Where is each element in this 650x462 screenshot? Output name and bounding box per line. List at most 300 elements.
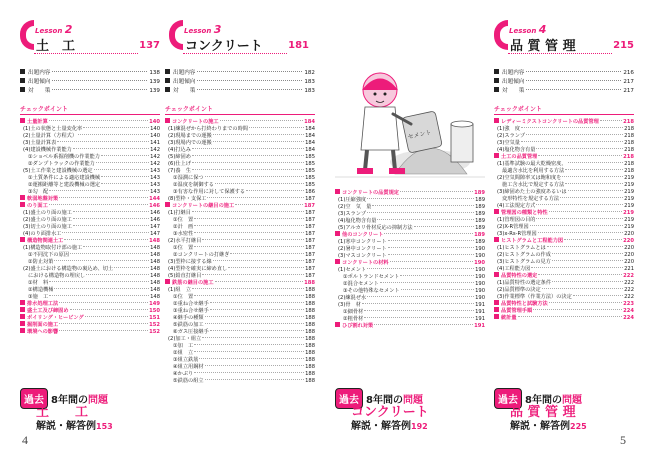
past-exam-box[interactable] xyxy=(494,384,634,434)
toc-item[interactable] xyxy=(165,139,315,146)
toc-page: 187 xyxy=(305,196,315,202)
page-number-right: 5 xyxy=(620,433,626,447)
toc-page: 220 xyxy=(624,245,634,251)
toc-page: 219 xyxy=(624,196,634,202)
toc-text: ④継手の種類 xyxy=(173,315,204,321)
toc-text: ひび割れ対策 xyxy=(342,323,374,329)
toc-item[interactable] xyxy=(494,132,634,139)
toc-page: 187 xyxy=(305,238,315,244)
leader-dots xyxy=(192,288,304,289)
leader-dots xyxy=(388,254,474,255)
toc-item[interactable] xyxy=(494,223,634,230)
toc-item[interactable] xyxy=(165,167,315,174)
toc-item[interactable] xyxy=(165,174,315,181)
toc-page: 188 xyxy=(305,371,315,377)
toc-page: 218 xyxy=(623,119,634,125)
toc-item[interactable] xyxy=(20,181,160,188)
toc-text: (2)空気間隙率又は飽和度を xyxy=(497,175,562,181)
toc-page: 190 xyxy=(475,274,485,280)
mondai: 問題 xyxy=(87,395,108,406)
info-label: 出題傾向 xyxy=(502,79,525,85)
toc-heading[interactable] xyxy=(494,272,634,279)
past-exam-box[interactable] xyxy=(335,384,485,434)
toc-heading[interactable] xyxy=(20,314,160,321)
leader-dots xyxy=(96,162,149,163)
toc-item[interactable] xyxy=(335,238,485,245)
toc-text: (1)構造物取付け部の施工 xyxy=(23,245,83,251)
toc-item[interactable] xyxy=(20,272,160,279)
kaisetsu-label: 解説・解答例 xyxy=(510,421,570,432)
header-rule xyxy=(183,53,287,54)
leader-dots xyxy=(202,337,304,338)
toc-page: 190 xyxy=(475,267,485,273)
leader-dots xyxy=(562,176,623,177)
toc-text: ②構造機械 xyxy=(28,287,54,293)
toc-item[interactable] xyxy=(335,294,485,301)
toc-item[interactable] xyxy=(165,237,315,244)
toc-item[interactable] xyxy=(165,335,315,342)
toc-page: 218 xyxy=(623,154,634,160)
toc-page: 148 xyxy=(150,287,160,293)
toc-item[interactable] xyxy=(494,139,634,146)
toc-item[interactable] xyxy=(165,363,315,370)
leader-dots xyxy=(73,218,149,219)
toc-page: 219 xyxy=(624,175,634,181)
toc-heading[interactable] xyxy=(20,328,160,335)
toc-page: 188 xyxy=(305,357,315,363)
toc-text: ②混合セメント xyxy=(343,281,379,287)
info-row[interactable] xyxy=(165,86,315,95)
square-bullet-icon xyxy=(165,69,170,74)
info-page: 138 xyxy=(149,70,160,76)
lesson-3-continued xyxy=(335,186,485,329)
toc-item[interactable] xyxy=(494,230,634,237)
toc-text: 構造物関連土工 xyxy=(27,238,64,244)
past-page: 153 xyxy=(96,422,113,431)
leader-dots xyxy=(538,274,622,275)
leader-dots xyxy=(64,239,148,240)
toc-page: 187 xyxy=(305,252,315,258)
toc-item[interactable] xyxy=(165,230,315,237)
toc-item[interactable] xyxy=(165,300,315,307)
toc-page: 189 xyxy=(475,204,485,210)
leader-dots xyxy=(374,324,473,325)
toc-text: 品質管理手順 xyxy=(501,308,533,314)
toc-item[interactable] xyxy=(494,167,634,174)
leader-dots xyxy=(210,309,304,310)
toc-text: ①湿潤に保つ xyxy=(173,175,204,181)
toc-item[interactable] xyxy=(335,252,485,259)
leader-dots xyxy=(59,323,148,324)
toc-item[interactable] xyxy=(20,293,160,300)
toc-text: 土量計算 xyxy=(27,119,48,125)
toc-item[interactable] xyxy=(165,223,315,230)
toc-item[interactable] xyxy=(165,321,315,328)
info-label: 対 策 xyxy=(173,88,196,94)
toc-page: 188 xyxy=(305,301,315,307)
info-row[interactable] xyxy=(165,77,315,86)
toc-item[interactable] xyxy=(335,308,485,315)
toc-item[interactable] xyxy=(494,244,634,251)
toc-page: 142 xyxy=(150,154,160,160)
toc-text: 最適含水比を利用する方法 xyxy=(502,168,565,174)
past-exam-box[interactable] xyxy=(20,384,160,434)
toc-item[interactable] xyxy=(20,146,160,153)
leader-dots xyxy=(213,260,304,261)
toc-item[interactable] xyxy=(335,301,485,308)
toc-item[interactable] xyxy=(20,251,160,258)
leader-dots xyxy=(192,155,304,156)
leader-dots xyxy=(380,282,474,283)
toc-item[interactable] xyxy=(335,315,485,322)
toc-item[interactable] xyxy=(494,160,634,167)
past-subject: 土 工 xyxy=(36,405,89,420)
toc-page: 188 xyxy=(305,315,315,321)
toc-page: 151 xyxy=(149,315,160,321)
toc-item[interactable] xyxy=(20,167,160,174)
toc-page: 219 xyxy=(624,182,634,188)
toc-item[interactable] xyxy=(20,265,160,272)
leader-dots xyxy=(49,295,149,296)
toc-page: 150 xyxy=(149,308,160,314)
lesson-word: Lesson xyxy=(35,27,63,35)
toc-item[interactable] xyxy=(335,280,485,287)
leader-dots xyxy=(526,134,623,135)
toc-text: ④組立用鋼材 xyxy=(173,364,204,370)
toc-text: (7)養 生 xyxy=(168,168,191,174)
toc-item[interactable] xyxy=(165,286,315,293)
leader-dots xyxy=(536,204,623,205)
toc-heading[interactable] xyxy=(335,322,485,329)
toc-page: 148 xyxy=(149,238,160,244)
toc-page: 187 xyxy=(305,217,315,223)
toc-item[interactable] xyxy=(494,293,634,300)
toc-item[interactable] xyxy=(165,160,315,167)
toc-item[interactable] xyxy=(494,195,634,202)
toc-item[interactable] xyxy=(165,307,315,314)
lesson-title: コンクリート xyxy=(185,39,263,54)
leader-dots xyxy=(249,127,304,128)
pink-square-bullet-icon xyxy=(494,272,499,277)
toc-heading[interactable] xyxy=(494,314,634,321)
toc-page: 190 xyxy=(475,288,485,294)
toc-item[interactable] xyxy=(335,245,485,252)
toc-heading[interactable] xyxy=(335,231,485,238)
toc-item[interactable] xyxy=(494,202,634,209)
info-row[interactable] xyxy=(494,77,634,86)
toc-item[interactable] xyxy=(494,146,634,153)
toc-text: ②温度を制御する xyxy=(173,182,214,188)
toc-text: (2)暑中コンクリート xyxy=(338,246,387,252)
leader-dots xyxy=(533,309,622,310)
toc-item[interactable] xyxy=(165,258,315,265)
leader-dots xyxy=(192,148,304,149)
toc-text: コンクリートの材料 xyxy=(342,260,389,266)
years: 8 xyxy=(525,395,532,406)
pink-square-bullet-icon xyxy=(494,300,499,305)
toc-text: ③有害な作用に対して保護する xyxy=(173,189,246,195)
toc-text: (2)空 気 量 xyxy=(338,204,372,210)
leader-dots xyxy=(213,134,304,135)
toc-text: (2)スランプ xyxy=(497,133,526,139)
toc-list-2 xyxy=(335,189,485,329)
toc-item[interactable] xyxy=(494,258,634,265)
toc-heading[interactable] xyxy=(20,307,160,314)
info-row[interactable] xyxy=(20,77,160,86)
leader-dots xyxy=(205,176,305,177)
toc-item[interactable] xyxy=(165,342,315,349)
toc-text: (1)練混ぜから打終わりまでの時間 xyxy=(168,126,248,132)
toc-page: 142 xyxy=(150,161,160,167)
toc-heading[interactable] xyxy=(20,195,160,202)
toc-heading[interactable] xyxy=(494,209,634,216)
toc-item[interactable] xyxy=(20,188,160,195)
lesson-page: 215 xyxy=(613,40,634,51)
toc-text: (3)ヒストグラムの見方 xyxy=(497,259,551,265)
info-page: 183 xyxy=(304,88,315,94)
toc-page: 219 xyxy=(624,217,634,223)
toc-text: における構造物の埋戻し xyxy=(28,273,86,279)
pink-square-bullet-icon xyxy=(494,209,499,214)
toc-item[interactable] xyxy=(20,132,160,139)
info-list xyxy=(494,68,634,95)
toc-item[interactable] xyxy=(20,139,160,146)
toc-text: (3)土量計算表 xyxy=(23,140,57,146)
past-subject: 品 質 管 理 xyxy=(510,405,576,420)
toc-item[interactable] xyxy=(335,287,485,294)
toc-item[interactable] xyxy=(165,349,315,356)
toc-text: (3)型枠に接する線 xyxy=(168,259,212,265)
toc-text: (4)工法規定方式 xyxy=(497,203,536,209)
toc-item[interactable] xyxy=(494,216,634,223)
kaisetsu-label: 解説・解答例 xyxy=(36,421,96,432)
toc-text: (1)品質特性の選定条件 xyxy=(497,280,552,286)
toc-page: 188 xyxy=(305,294,315,300)
info-list xyxy=(20,68,160,95)
info-row[interactable] xyxy=(494,86,634,95)
toc-item[interactable] xyxy=(165,251,315,258)
toc-item[interactable] xyxy=(165,132,315,139)
toc-text: (6)仕上げ xyxy=(168,161,191,167)
toc-item[interactable] xyxy=(165,370,315,377)
pink-square-bullet-icon xyxy=(20,328,25,333)
toc-item[interactable] xyxy=(335,203,485,210)
toc-page: 188 xyxy=(305,350,315,356)
pink-square-bullet-icon xyxy=(335,231,340,236)
toc-page: 185 xyxy=(305,175,315,181)
pink-square-bullet-icon xyxy=(494,307,499,312)
toc-heading[interactable] xyxy=(165,202,315,209)
toc-text: (3)切土のり面の施工 xyxy=(23,224,72,230)
toc-text: (4)建設機械作業能力 xyxy=(23,147,72,153)
toc-page: 221 xyxy=(624,266,634,272)
toc-text: (3)空気量 xyxy=(497,140,520,146)
toc-item[interactable] xyxy=(165,153,315,160)
toc-item[interactable] xyxy=(20,216,160,223)
leader-dots xyxy=(194,295,304,296)
toc-item[interactable] xyxy=(165,195,315,202)
toc-page: 148 xyxy=(150,280,160,286)
leader-dots xyxy=(542,288,623,289)
toc-page: 140 xyxy=(150,133,160,139)
toc-page: 144 xyxy=(149,196,160,202)
toc-text: ⑤鉄筋の組立 xyxy=(173,378,204,384)
leader-dots xyxy=(388,240,474,241)
toc-page: 188 xyxy=(305,322,315,328)
toc-item[interactable] xyxy=(165,244,315,251)
toc-item[interactable] xyxy=(20,160,160,167)
leader-dots xyxy=(59,330,148,331)
leader-dots xyxy=(230,253,304,254)
toc-item[interactable] xyxy=(335,196,485,203)
toc-page: 184 xyxy=(305,147,315,153)
leader-dots xyxy=(94,169,149,170)
toc-item[interactable] xyxy=(20,174,160,181)
toc-item[interactable] xyxy=(20,279,160,286)
lesson-number: 3 xyxy=(213,23,222,36)
toc-item[interactable] xyxy=(165,181,315,188)
leader-dots xyxy=(367,212,474,213)
toc-page: 187 xyxy=(305,245,315,251)
leader-dots xyxy=(59,302,148,303)
toc-item[interactable] xyxy=(494,286,634,293)
toc-text: ②重ね合せ継手 xyxy=(173,301,209,307)
toc-item[interactable] xyxy=(20,125,160,132)
info-label: 出題内容 xyxy=(28,70,51,76)
leader-dots xyxy=(73,211,149,212)
toc-page: 185 xyxy=(305,168,315,174)
toc-text: ②粗骨材 xyxy=(343,316,364,322)
toc-item[interactable] xyxy=(165,265,315,272)
toc-page: 148 xyxy=(150,252,160,258)
toc-item[interactable] xyxy=(494,181,634,188)
toc-item[interactable] xyxy=(165,209,315,216)
toc-text: ②コンクリートの打継ぎ xyxy=(173,252,230,258)
toc-item[interactable] xyxy=(494,265,634,272)
toc-item[interactable] xyxy=(494,174,634,181)
toc-item[interactable] xyxy=(335,266,485,273)
toc-item[interactable] xyxy=(20,258,160,265)
toc-text: (2)ヒストグラムの作成 xyxy=(497,252,551,258)
toc-text: コンクリートの品質規定 xyxy=(342,190,399,196)
toc-page: 218 xyxy=(624,126,634,132)
toc-page: 188 xyxy=(305,364,315,370)
toc-item[interactable] xyxy=(494,125,634,132)
info-row[interactable] xyxy=(165,68,315,77)
toc-text: 他のコンクリート xyxy=(342,232,384,238)
info-row[interactable] xyxy=(20,86,160,95)
toc-item[interactable] xyxy=(165,125,315,132)
toc-item[interactable] xyxy=(335,217,485,224)
toc-item[interactable] xyxy=(165,216,315,223)
leader-dots xyxy=(530,225,623,226)
toc-text: (2)X-R管理図 xyxy=(497,224,529,230)
toc-page: 218 xyxy=(624,168,634,174)
toc-text: (1)土の状態と土量変化率 xyxy=(23,126,83,132)
toc-page: 187 xyxy=(304,203,315,209)
leader-dots xyxy=(388,247,474,248)
toc-item[interactable] xyxy=(335,273,485,280)
toc-heading[interactable] xyxy=(20,300,160,307)
toc-item[interactable] xyxy=(165,356,315,363)
toc-heading[interactable] xyxy=(20,237,160,244)
toc-heading[interactable] xyxy=(165,279,315,286)
toc-heading[interactable] xyxy=(20,118,160,125)
toc-item[interactable] xyxy=(20,153,160,160)
leader-dots xyxy=(364,317,474,318)
toc-text: ③勾 配 xyxy=(28,189,49,195)
toc-item[interactable] xyxy=(20,244,160,251)
toc-item[interactable] xyxy=(494,279,634,286)
toc-page: 191 xyxy=(475,316,485,322)
toc-page: 148 xyxy=(150,245,160,251)
leader-dots xyxy=(70,309,149,310)
toc-item[interactable] xyxy=(165,272,315,279)
leader-dots xyxy=(101,183,149,184)
leader-dots xyxy=(228,267,304,268)
toc-heading[interactable] xyxy=(494,300,634,307)
toc-heading[interactable] xyxy=(20,202,160,209)
toc-item[interactable] xyxy=(20,230,160,237)
toc-item[interactable] xyxy=(20,286,160,293)
toc-page: 219 xyxy=(623,210,634,216)
leader-dots xyxy=(364,310,474,311)
leader-dots xyxy=(194,351,304,352)
toc-item[interactable] xyxy=(494,251,634,258)
leader-dots xyxy=(192,162,304,163)
toc-heading[interactable] xyxy=(494,118,634,125)
toc-item[interactable] xyxy=(20,209,160,216)
toc-text: (2)現場までの運搬 xyxy=(168,133,212,139)
pink-square-bullet-icon xyxy=(165,202,170,207)
toc-item[interactable] xyxy=(165,293,315,300)
leader-dots xyxy=(565,183,623,184)
toc-item[interactable] xyxy=(335,224,485,231)
leader-dots xyxy=(83,127,149,128)
toc-heading[interactable] xyxy=(494,153,634,160)
toc-heading[interactable] xyxy=(335,189,485,196)
toc-page: 184 xyxy=(305,126,315,132)
toc-page: 219 xyxy=(624,203,634,209)
toc-page: 191 xyxy=(475,302,485,308)
leader-dots xyxy=(367,296,474,297)
toc-item[interactable] xyxy=(165,377,315,384)
square-bullet-icon xyxy=(20,87,25,92)
years-label: 年間の xyxy=(531,395,562,406)
toc-item[interactable] xyxy=(165,146,315,153)
pink-square-bullet-icon xyxy=(494,118,499,123)
toc-page: 188 xyxy=(305,343,315,349)
toc-heading[interactable] xyxy=(494,307,634,314)
toc-item[interactable] xyxy=(494,188,634,195)
toc-page: 188 xyxy=(305,329,315,335)
toc-heading[interactable] xyxy=(494,237,634,244)
toc-heading[interactable] xyxy=(335,259,485,266)
info-row[interactable] xyxy=(20,68,160,77)
pink-square-bullet-icon xyxy=(20,195,25,200)
toc-item[interactable] xyxy=(165,314,315,321)
leader-dots xyxy=(390,261,474,262)
toc-heading[interactable] xyxy=(20,321,160,328)
toc-text: (4)塩化物含有量 xyxy=(338,218,377,224)
toc-item[interactable] xyxy=(165,188,315,195)
info-row[interactable] xyxy=(494,68,634,77)
toc-item[interactable] xyxy=(20,223,160,230)
toc-item[interactable] xyxy=(335,210,485,217)
toc-heading[interactable] xyxy=(165,118,315,125)
toc-item[interactable] xyxy=(165,328,315,335)
toc-text: 土工の品質管理 xyxy=(501,154,538,160)
